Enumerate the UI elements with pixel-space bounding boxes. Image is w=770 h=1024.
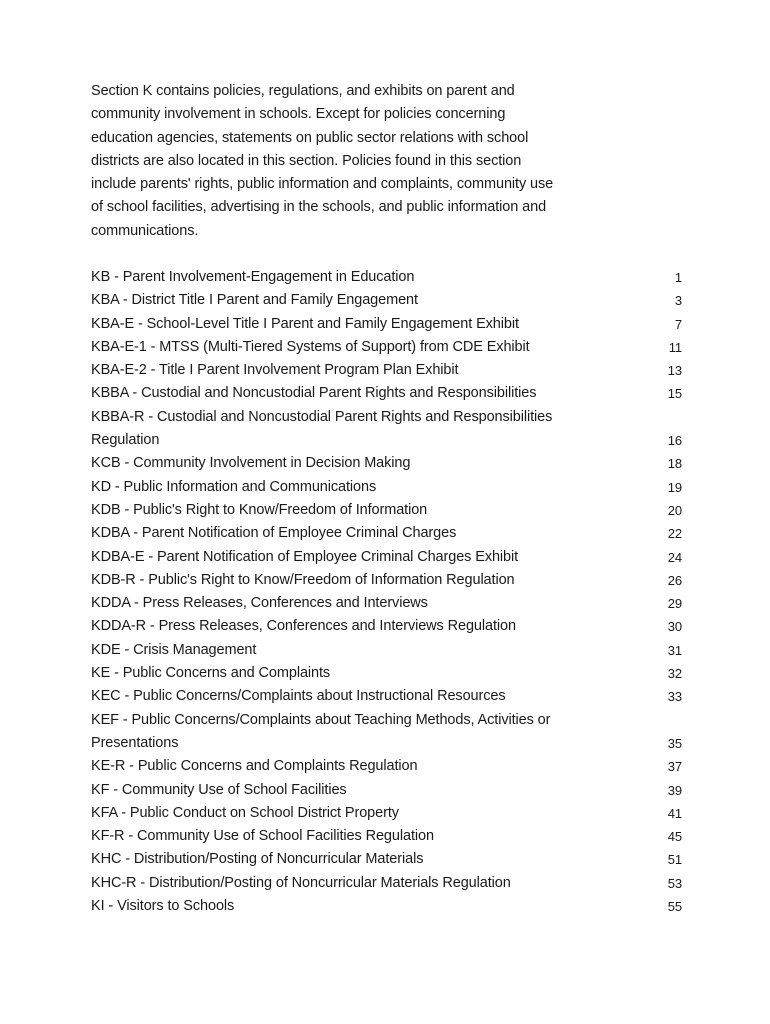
toc-page-number: 13 — [667, 363, 682, 379]
toc-entry — [91, 499, 682, 522]
toc-entry-title: KE-R - Public Concerns and Complaints Regulation — [91, 758, 418, 775]
toc-page-number: 24 — [667, 549, 682, 565]
toc-page-number: 22 — [667, 526, 682, 542]
toc-entry-title: KDBA - Parent Notification of Employee Criminal Charges — [91, 525, 457, 542]
toc-entry — [91, 546, 682, 569]
section-introduction — [91, 80, 591, 243]
toc-entry — [91, 755, 682, 778]
toc-entry — [91, 476, 682, 499]
toc-page-number: 53 — [667, 875, 682, 891]
intro-line: communications. — [91, 222, 199, 239]
toc-entry-title: KDB-R - Public's Right to Know/Freedom of Information Regulation — [91, 571, 515, 588]
toc-entry-title: KI - Visitors to Schools — [91, 898, 235, 915]
toc-page-number: 18 — [667, 456, 682, 472]
toc-entry-title: KB - Parent Involvement-Engagement in Education — [91, 269, 415, 285]
toc-entry-title: KDDA - Press Releases, Conferences and Interviews — [91, 595, 428, 612]
toc-entry-title: KEC - Public Concerns/Complaints about Instructional Resources — [91, 688, 506, 705]
toc-page-number: 35 — [667, 735, 682, 751]
toc-entry — [91, 336, 682, 359]
toc-entry-title: KDBA-E - Parent Notification of Employee Criminal Charges Exhibit — [91, 548, 519, 565]
intro-line: districts are also located in this section. Policies found in this section — [91, 152, 522, 169]
toc-page-number: 1 — [674, 270, 682, 285]
toc-entry-title: KBA-E-1 - MTSS (Multi-Tiered Systems of Support) from CDE Exhibit — [91, 338, 530, 355]
toc-entry-title: KFA - Public Conduct on School District Property — [91, 804, 399, 821]
toc-page-number: 45 — [667, 829, 682, 845]
toc-entry — [91, 569, 682, 592]
toc-entry-title: KDDA-R - Press Releases, Conferences and Interviews Regulation — [91, 618, 516, 635]
toc-page-number: 16 — [667, 433, 682, 449]
toc-page-number: 11 — [668, 339, 682, 355]
toc-entry-title: KBA-E - School-Level Title I Parent and Family Engagement Exhibit — [91, 315, 519, 332]
table-of-contents — [91, 266, 682, 918]
toc-entry — [91, 779, 682, 802]
toc-entry-title: Regulation — [91, 432, 160, 449]
intro-line: include parents' rights, public information and complaints, community use — [91, 176, 554, 193]
toc-entry-title: KHC - Distribution/Posting of Noncurricular Materials — [91, 851, 424, 868]
toc-entry — [91, 406, 682, 453]
toc-entry — [91, 639, 682, 662]
toc-entry — [91, 592, 682, 615]
intro-line: community involvement in schools. Except for policies concerning — [91, 106, 506, 123]
toc-entry-title: KBBA-R - Custodial and Noncustodial Parent Rights and Responsibilities — [91, 408, 553, 425]
toc-page-number: 31 — [667, 642, 682, 658]
toc-page-number: 51 — [667, 852, 682, 868]
toc-entry — [91, 802, 682, 825]
toc-entry — [91, 895, 682, 918]
toc-page-number: 41 — [667, 805, 682, 821]
toc-entry — [91, 313, 682, 336]
toc-entry — [91, 662, 682, 685]
toc-entry-title: KBA - District Title I Parent and Family Engagement — [91, 292, 418, 309]
intro-line: education agencies, statements on public sector relations with school — [91, 129, 529, 146]
toc-entry-title: KBBA - Custodial and Noncustodial Parent Rights and Responsibilities — [91, 385, 537, 402]
toc-page-number: 7 — [674, 316, 682, 332]
toc-entry — [91, 266, 682, 289]
toc-entry-title: KHC-R - Distribution/Posting of Noncurricular Materials Regulation — [91, 874, 511, 891]
toc-page-number: 20 — [667, 502, 682, 518]
toc-entry-title: KCB - Community Involvement in Decision Making — [91, 455, 411, 472]
toc-entry-title: KDE - Crisis Management — [91, 641, 257, 658]
toc-entry-title: KBA-E-2 - Title I Parent Involvement Program Plan Exhibit — [91, 362, 459, 379]
toc-entry — [91, 522, 682, 545]
toc-page-number: 26 — [667, 572, 682, 588]
toc-entry — [91, 848, 682, 871]
toc-entry-title: Presentations — [91, 734, 179, 751]
toc-page-number: 29 — [667, 596, 682, 612]
toc-page-number: 30 — [667, 619, 682, 635]
toc-entry — [91, 615, 682, 638]
toc-entry-title: KF - Community Use of School Facilities — [91, 781, 347, 798]
toc-entry-title: KEF - Public Concerns/Complaints about Teaching Methods, Activities or — [91, 711, 551, 728]
intro-line: of school facilities, advertising in the schools, and public information and — [91, 199, 547, 216]
toc-entry — [91, 872, 682, 895]
toc-page-number: 19 — [667, 479, 682, 495]
toc-page-number: 3 — [674, 293, 682, 309]
toc-entry — [91, 382, 682, 405]
toc-entry — [91, 685, 682, 708]
toc-entry — [91, 452, 682, 475]
toc-entry-title: KE - Public Concerns and Complaints — [91, 665, 331, 682]
toc-entry — [91, 289, 682, 312]
toc-page-number: 37 — [667, 759, 682, 775]
toc-page-number: 33 — [667, 689, 682, 705]
toc-entry — [91, 359, 682, 382]
toc-entry — [91, 709, 682, 756]
toc-page-number: 32 — [667, 666, 682, 682]
toc-page-number: 39 — [667, 782, 682, 798]
toc-entry-title: KD - Public Information and Communications — [91, 478, 377, 495]
toc-entry — [91, 825, 682, 848]
toc-page-number: 15 — [667, 386, 682, 402]
toc-page-number: 55 — [667, 899, 682, 915]
toc-entry-title: KF-R - Community Use of School Facilities Regulation — [91, 828, 434, 845]
toc-entry-title: KDB - Public's Right to Know/Freedom of Information — [91, 501, 428, 518]
intro-line: Section K contains policies, regulations, and exhibits on parent and — [91, 83, 515, 99]
